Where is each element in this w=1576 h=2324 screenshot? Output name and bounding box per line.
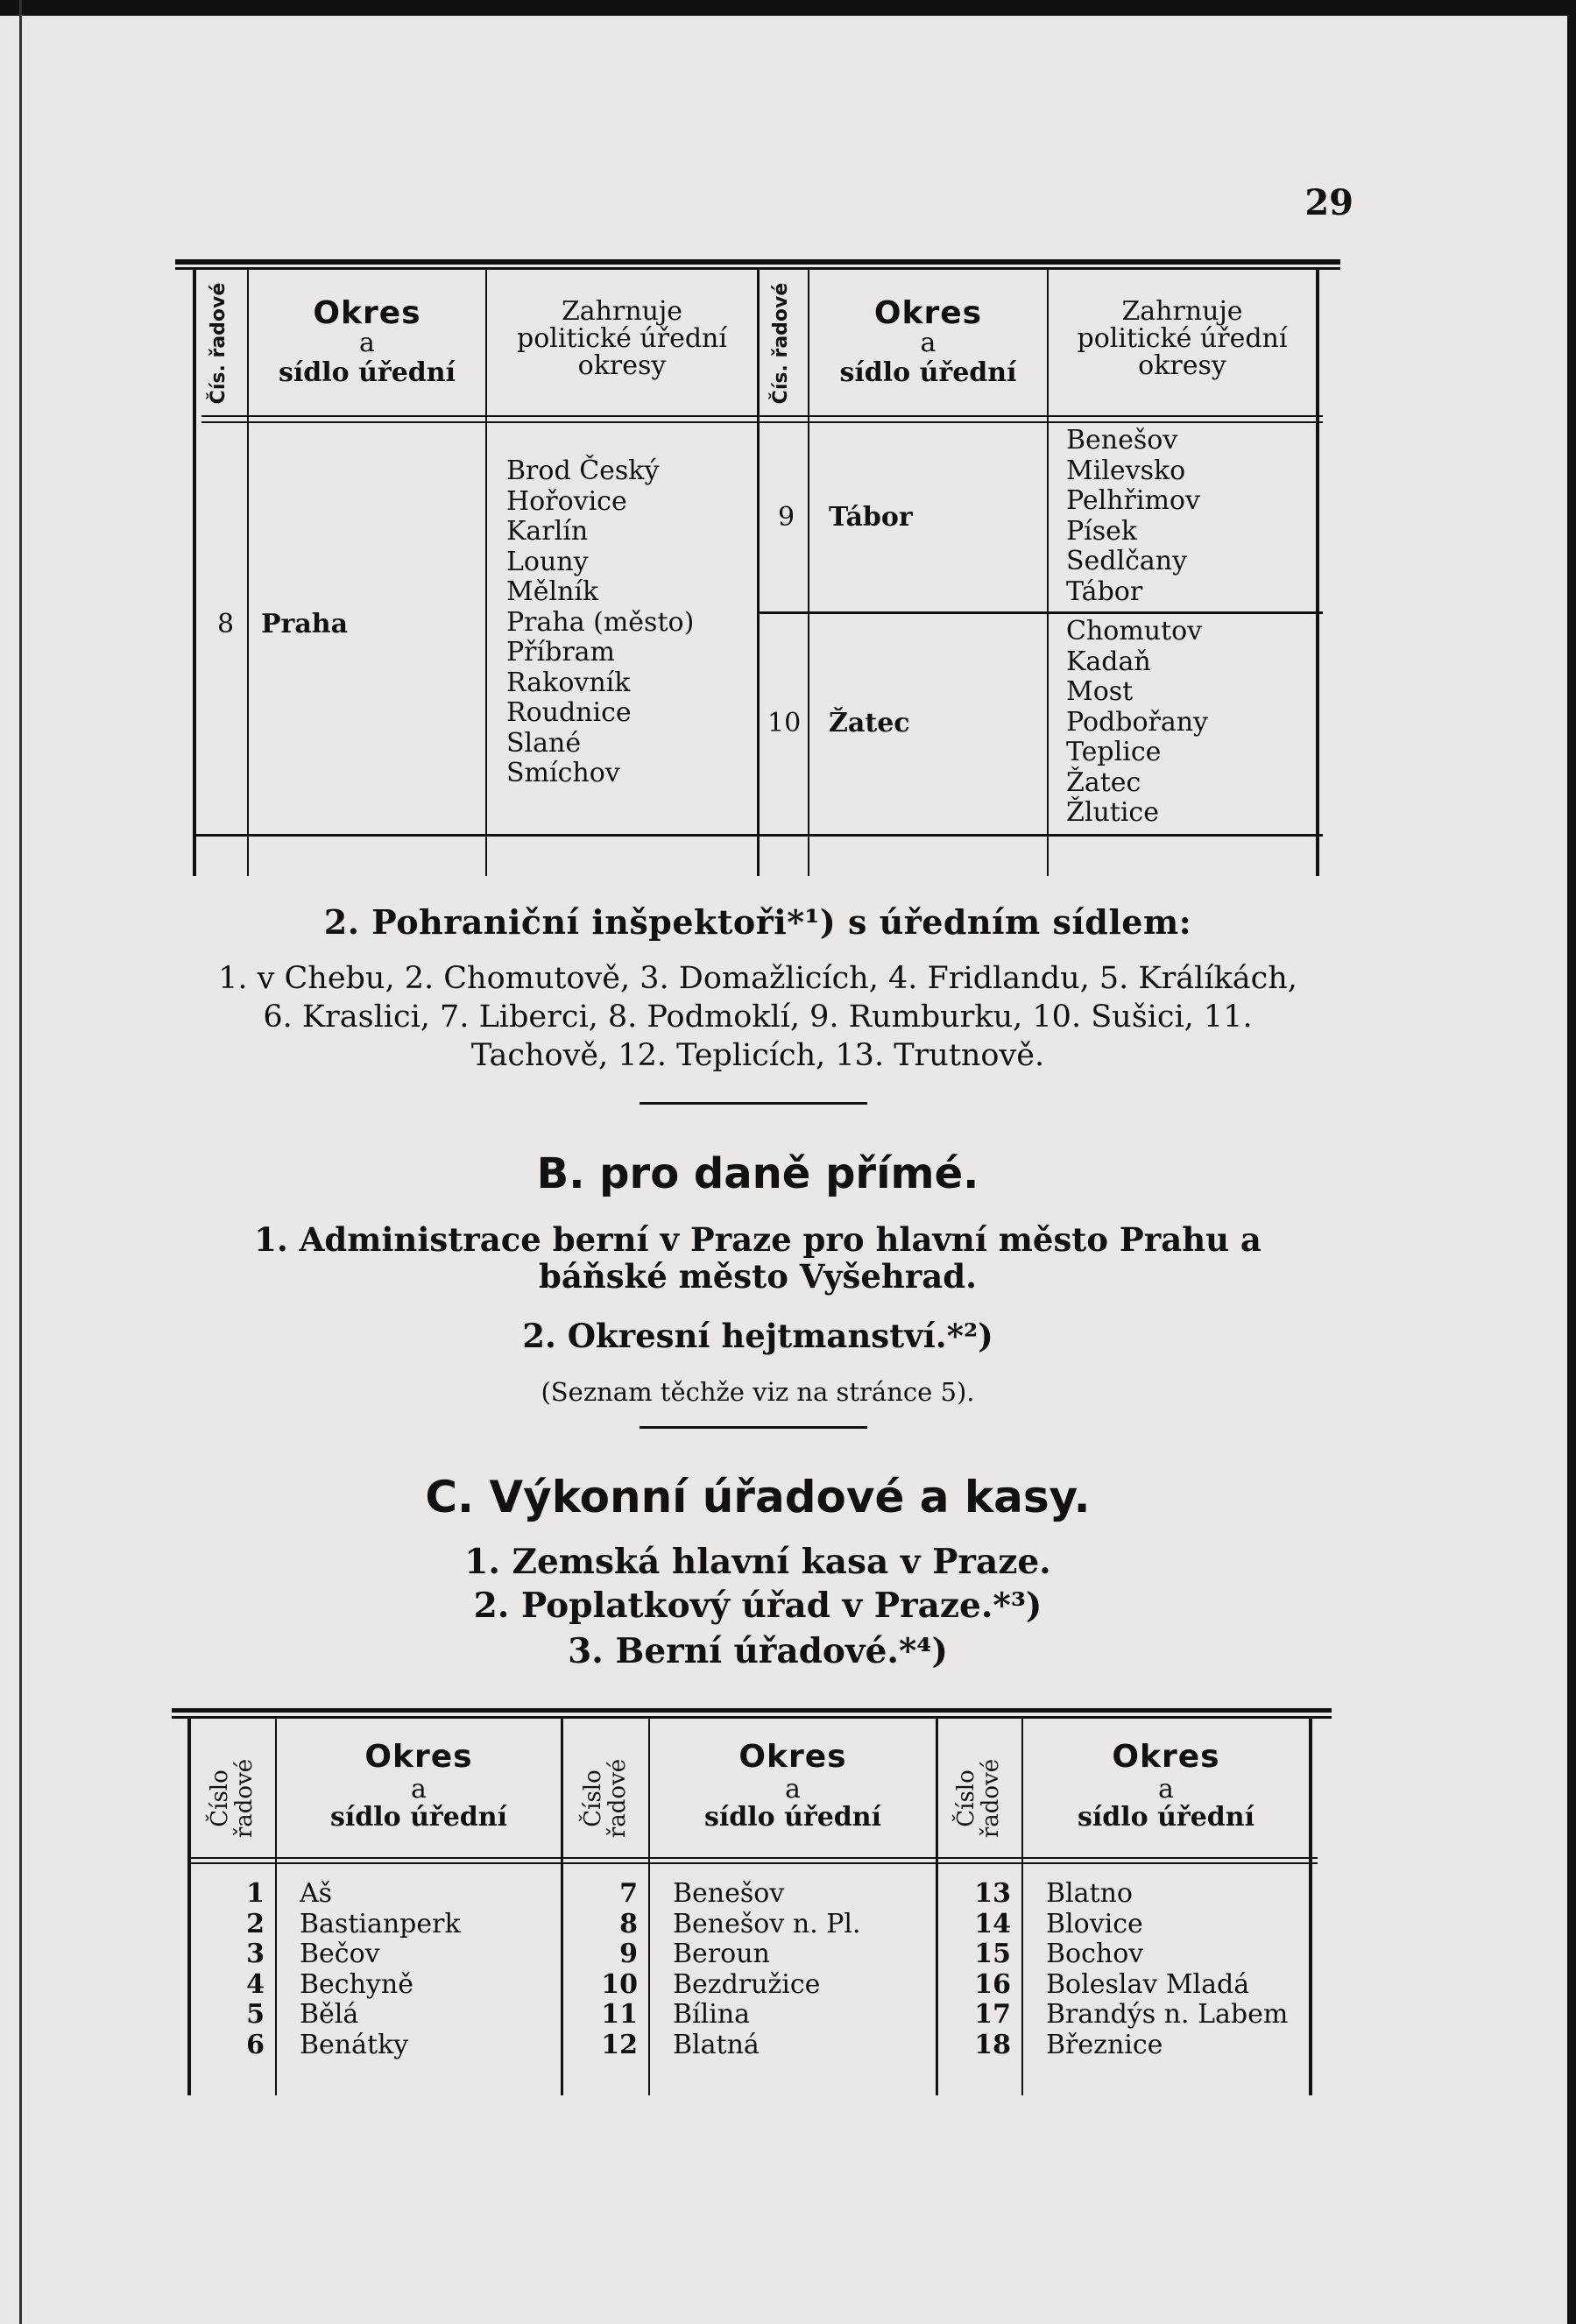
section-c-heading: C. Výkonní úřadové a kasy. (425, 1472, 1091, 1522)
header-cislo-line1: Číslo (580, 1769, 606, 1827)
header-cislo-line2: řadové (231, 1758, 258, 1839)
district: Pelhřimov (1066, 485, 1200, 516)
header-okres-sidlo: sídlo úřední (703, 1802, 881, 1833)
district: Louny (506, 546, 589, 577)
district: Sedlčany (1066, 546, 1188, 576)
office-name: Beroun (673, 1939, 770, 1970)
section-b-item1-line1: 1. Administrace berní v Praze pro hlavní město Prahu a (254, 1220, 1262, 1259)
row-number: 12 (601, 2029, 638, 2060)
header-okres: Okres (313, 295, 421, 331)
row-number: 15 (974, 1939, 1011, 1970)
district: Žlutice (1066, 797, 1159, 828)
row-number: 9 (778, 502, 795, 533)
row-okres: Tábor (829, 502, 913, 533)
row-number: 1 (246, 1878, 265, 1909)
scan-left-rule (19, 0, 22, 2324)
office-name: Bochov (1046, 1939, 1144, 1970)
row-okres: Žatec (829, 708, 910, 738)
header-okres-2: Okres (873, 295, 983, 331)
district: Milevsko (1066, 455, 1186, 486)
district: Rakovník (506, 667, 631, 698)
row-districts (1066, 426, 1200, 607)
district: Praha (město) (506, 606, 695, 638)
section-b-note: (Seznam těchže viz na stránce 5). (541, 1377, 975, 1407)
header-okres-a: a (359, 328, 375, 358)
header-cislo-line1: Číslo (207, 1769, 233, 1827)
row-number: 8 (217, 609, 235, 639)
header-zahrnuje-line2: politické úřední (517, 323, 727, 354)
row-number: 4 (246, 1968, 265, 2000)
section-c-item-3: 3. Berní úřadové.*⁴) (568, 1631, 948, 1671)
row-districts (1066, 617, 1208, 829)
header-cislo (581, 1741, 630, 1855)
district: Tábor (1066, 576, 1143, 607)
district: Písek (1066, 515, 1138, 547)
header-cislo (954, 1741, 1003, 1855)
office-name: Bělá (300, 1999, 359, 2031)
district: Podbořany (1066, 706, 1208, 738)
district: Žatec (1066, 766, 1141, 798)
header-cislo-line2: řadové (604, 1758, 631, 1839)
header-okres-sidlo: sídlo úřední (329, 1802, 507, 1833)
number-column (224, 1879, 265, 2061)
header-okres-a: a (411, 1774, 427, 1805)
row-number: 9 (619, 1939, 638, 1970)
district: Teplice (1066, 737, 1162, 767)
district: Karlín (506, 516, 589, 547)
row-number: 10 (601, 1968, 638, 2000)
number-column (597, 1879, 638, 2061)
district: Mělník (506, 576, 599, 607)
office-name: Blatná (673, 2029, 760, 2060)
header-okres: Okres (1112, 1739, 1220, 1775)
row-number: 16 (974, 1968, 1011, 2000)
district: Hořovice (506, 485, 627, 517)
header-zahrnuje (487, 298, 757, 379)
header-zahrnuje-line1: Zahrnuje (561, 296, 683, 327)
inspectors-line-3: Tachově, 12. Teplicích, 13. Trutnově. (470, 1038, 1045, 1073)
office-name: Bezdružice (673, 1968, 821, 2000)
header-cislo-line2: řadové (978, 1758, 1004, 1839)
district: Příbram (506, 637, 615, 668)
header-okres-sidlo: sídlo úřední (278, 357, 456, 388)
office-name: Bečov (300, 1939, 380, 1970)
row-number: 3 (246, 1939, 265, 1970)
row-okres: Praha (261, 609, 349, 639)
scan-right-edge (1567, 0, 1576, 2324)
district: Smíchov (506, 758, 620, 788)
header-okres-a: a (785, 1774, 801, 1805)
row-number: 14 (974, 1908, 1011, 1939)
page-number: 29 (1304, 182, 1353, 223)
row-number: 7 (619, 1878, 638, 1909)
district: Chomutov (1066, 616, 1203, 646)
office-name: Bastianperk (300, 1908, 461, 1939)
district: Benešov (1066, 425, 1178, 456)
office-name: Boleslav Mladá (1046, 1968, 1250, 2000)
inspectors-line-2: 6. Kraslici, 7. Liberci, 8. Podmoklí, 9. Rumburku, 10. Sušici, 11. (263, 1000, 1253, 1035)
divider (640, 1102, 867, 1105)
header-zahrnuje-2 (1049, 298, 1316, 379)
row-number: 13 (974, 1878, 1011, 1909)
row-number: 6 (246, 2029, 265, 2060)
header-okres: Okres (364, 1739, 473, 1775)
header-number-col-2: Čís. řadové (770, 282, 792, 405)
office-name: Blatno (1046, 1878, 1133, 1909)
header-number-col: Čís. řadové (208, 282, 230, 405)
row-districts (506, 456, 694, 789)
district: Roudnice (506, 697, 632, 728)
header-zahrnuje-line3: okresy (1138, 350, 1226, 381)
section-b-item1-line2: báňské město Vyšehrad. (538, 1257, 977, 1296)
office-name: Bílina (673, 1999, 751, 2031)
header-okres-sidlo: sídlo úřední (1077, 1802, 1254, 1833)
row-number: 5 (246, 1999, 265, 2031)
row-number: 2 (246, 1908, 265, 1939)
office-name: Aš (300, 1878, 333, 1909)
number-column (971, 1879, 1011, 2061)
district: Kadaň (1066, 646, 1151, 677)
header-zahrnuje-line3: okresy (577, 350, 667, 381)
section-b-item2: 2. Okresní hejtmanství.*²) (522, 1317, 993, 1355)
header-okres-sidlo-2: sídlo úřední (839, 357, 1017, 388)
row-number: 18 (974, 2029, 1011, 2060)
divider (640, 1426, 867, 1429)
section-c-item-1: 1. Zemská hlavní kasa v Praze. (464, 1542, 1051, 1582)
header-okres: Okres (739, 1739, 847, 1775)
row-number: 17 (974, 1999, 1011, 2031)
inspectors-heading: 2. Pohraniční inšpektoři*¹) s úředním sídlem: (323, 902, 1192, 942)
section-b-heading: B. pro daně přímé. (536, 1149, 979, 1198)
district: Brod Český (506, 456, 660, 486)
row-number: 8 (619, 1908, 638, 1939)
header-okres-a: a (1158, 1774, 1174, 1805)
office-name: Brandýs n. Labem (1046, 1999, 1289, 2031)
office-name: Blovice (1046, 1908, 1143, 1939)
district: Most (1066, 676, 1134, 707)
section-c-item-2: 2. Poplatkový úřad v Praze.*³) (473, 1586, 1042, 1626)
name-column (300, 1879, 461, 2061)
header-cislo (208, 1741, 257, 1855)
header-okres-a-2: a (920, 328, 936, 358)
office-name: Benešov n. Pl. (673, 1908, 861, 1939)
row-number: 11 (601, 1999, 638, 2031)
office-name: Benátky (300, 2029, 409, 2060)
header-zahrnuje-line1: Zahrnuje (1121, 296, 1243, 327)
district: Slané (506, 727, 582, 759)
header-zahrnuje-line2: politické úřední (1077, 323, 1288, 354)
inspectors-line-1: 1. v Chebu, 2. Chomutově, 3. Domažlicích, 4. Fridlandu, 5. Králíkách, (218, 961, 1297, 996)
office-name: Bechyně (300, 1968, 413, 2000)
header-cislo-line1: Číslo (953, 1769, 979, 1827)
office-name: Březnice (1046, 2029, 1163, 2060)
name-column (1046, 1879, 1288, 2061)
office-name: Benešov (673, 1878, 785, 1909)
name-column (673, 1879, 861, 2061)
row-number: 10 (767, 708, 802, 738)
scan-top-edge (0, 0, 1576, 16)
